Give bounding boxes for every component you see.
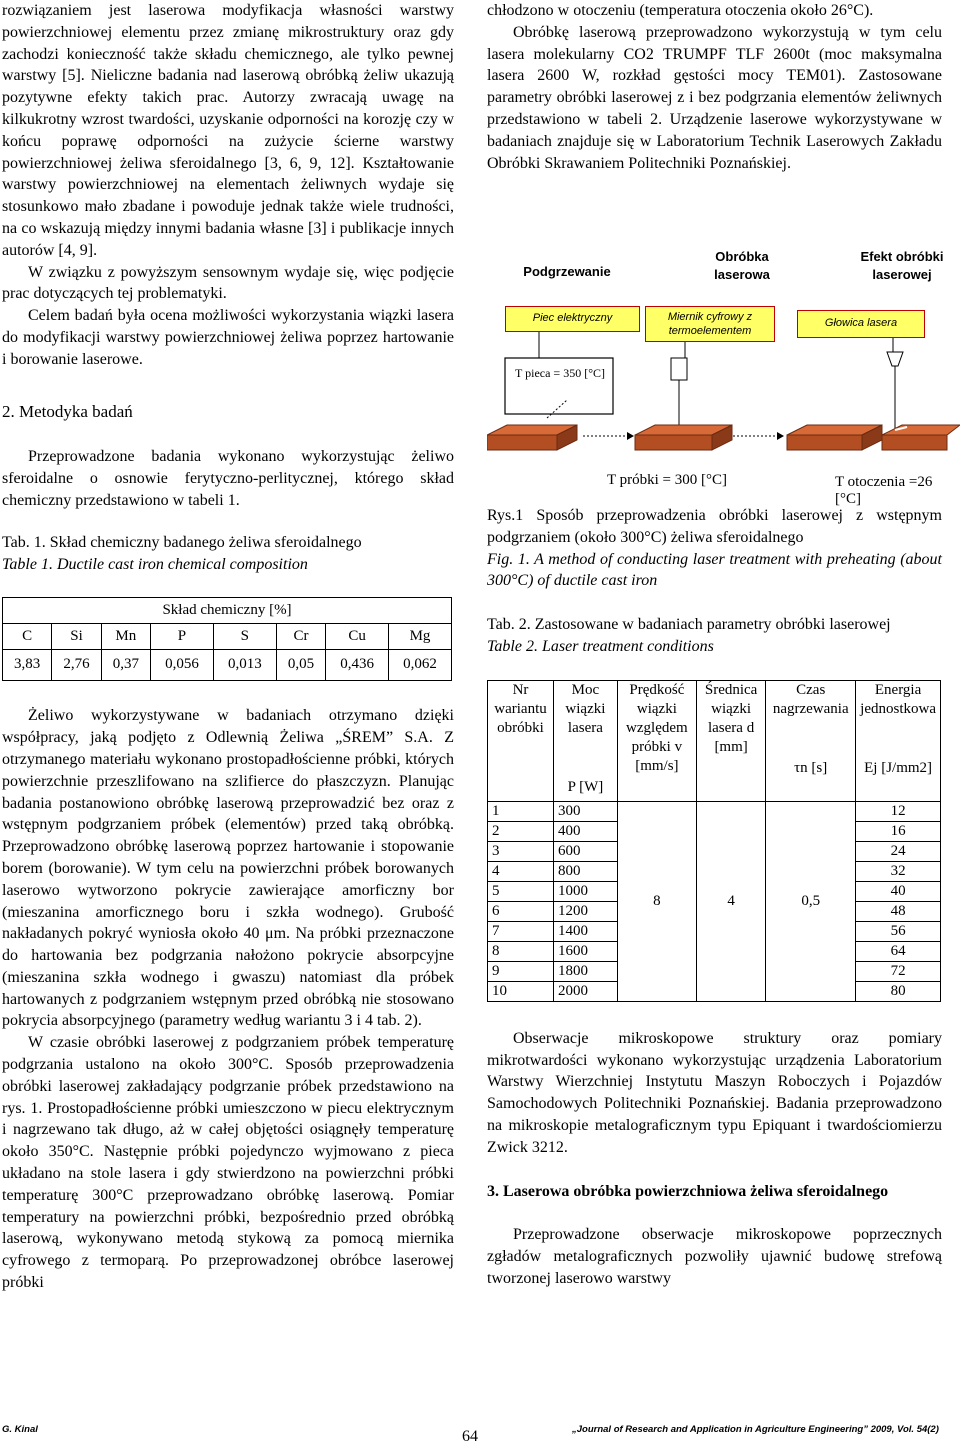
table-cell: 0,056	[150, 650, 213, 681]
furnace-temperature: T pieca = 350 [°C]	[515, 366, 605, 380]
right-column-top	[487, 0, 942, 174]
thermometer-box: Miernik cyfrowy z termoelementem	[645, 306, 775, 342]
paragraph: Przeprowadzone badania wykonano wykorzystując żeliwo sferoidalne o osnowie ferytyczno-perlitycznej, którego skład chemiczny przedstawiono w tabeli 1.	[2, 448, 454, 509]
table-cell: 16	[856, 821, 941, 841]
table-caption-en: Table 1. Ductile cast iron chemical composition	[2, 555, 308, 573]
table-header	[696, 680, 765, 801]
table-cell: 2,76	[52, 650, 101, 681]
table-cell: 12	[856, 801, 941, 821]
table-cell: 5	[488, 881, 554, 901]
specimen-block-1-icon	[487, 425, 577, 450]
table-cell: 7	[488, 921, 554, 941]
page-number: 64	[462, 1428, 478, 1445]
paragraph: rozwiązaniem jest laserowa modyfikacja własności warstwy powierzchniowej elementu przez zmianę mikrostruktury oraz gdy zachodzi konieczność także składu chemicznego, ale tylko pewnej warstwy [5]. Nieliczne badania nad laserową obróbką żeliw ukazują pozytywne efekty takich prac. Autorzy zwracają uwagę na kilkukrotny wzrost twardości, uzyskanie odporności na korozję czy w końcu poprawę odporności na zużycie ścierne warstwy powierzchniowej żeliwa sferoidalnego [3, 6, 9, 12]. Kształtowanie warstwy powierzchniowej na elementach żeliwnych wydaje się stosunkowo mało zbadane i powoduje jednak także wiele trudności, na co wskazują między innymi badania własne [3] i publikacje innych autorów [4, 9].	[2, 2, 454, 259]
table-cell: 48	[856, 901, 941, 921]
table-cell: 400	[554, 821, 618, 841]
table-cell: 1800	[554, 961, 618, 981]
figure-caption: Rys.1 Sposób przeprowadzenia obróbki laserowej z wstępnym podgrzaniem (około 300°C) żeliwa sferoidalnego	[487, 507, 942, 546]
specimen-block-3-icon	[787, 425, 882, 450]
diagram-label-heating: Podgrzewanie	[523, 264, 611, 279]
table-cell: 0,37	[101, 650, 150, 681]
table-header-text: Prędkość wiązki względem próbki v [mm/s]	[626, 681, 688, 774]
table-cell: P	[150, 624, 213, 650]
section-heading: 3. Laserowa obróbka powierzchniowa żeliwa sferoidalnego	[487, 1182, 889, 1200]
table-caption: Tab. 2. Zastosowane w badaniach parametry obróbki laserowej	[487, 616, 891, 634]
table-cell: S	[213, 624, 276, 650]
table-header	[766, 680, 856, 801]
table-cell: Cr	[276, 624, 325, 650]
table-cell: 0,05	[276, 650, 325, 681]
table-cell: 0,436	[326, 650, 389, 681]
table-cell: 300	[554, 801, 618, 821]
specimen-block-4-icon	[882, 425, 960, 450]
table-cell: Mn	[101, 624, 150, 650]
footer-journal: „Journal of Research and Application in Agriculture Engineering” 2009, Vol. 54(2)	[572, 1424, 939, 1435]
table-header	[554, 680, 618, 801]
table-unit: Ej [J/mm2]	[864, 759, 933, 776]
laser-nozzle-icon	[887, 352, 903, 366]
table-unit: P [W]	[567, 778, 604, 795]
table-cell: 80	[856, 981, 941, 1001]
paragraph: Celem badań była ocena możliwości wykorzystania wiązki lasera do modyfikacji warstwy powierzchniowej żeliwa poprzez hartowanie i borowanie laserowe.	[2, 307, 454, 368]
table-cell: 0,013	[213, 650, 276, 681]
table-cell: 8	[617, 801, 696, 1001]
table-unit: τn [s]	[794, 759, 828, 776]
table-cell: 6	[488, 901, 554, 921]
table-header	[617, 680, 696, 801]
table-cell: 40	[856, 881, 941, 901]
table-header-text: Nr wariantu obróbki	[494, 681, 547, 736]
table-header: Skład chemiczny [%]	[3, 598, 452, 624]
laser-head-box: Głowica lasera	[797, 310, 925, 338]
table-cell: C	[3, 624, 52, 650]
table-cell: 2	[488, 821, 554, 841]
ambient-temperature: T otoczenia =26 [°C]	[835, 474, 933, 507]
table-header-text: Energia jednostkowa	[860, 681, 936, 717]
specimen-temperature: T próbki = 300 [°C]	[607, 472, 728, 488]
right-column-bottom	[487, 505, 942, 1290]
paragraph: Obróbkę laserową przeprowadzono wykorzystują w tym celu lasera molekularny CO2 TRUMPF TLF 2600t (moc maksymalna lasera 2600 W, rozkład gęstości mocy TEM01). Zastosowane parametry obróbki laserowej z i bez podgrzania elementów żeliwnych przedstawiono w tabeli 2. Urządzenie laserowe wykorzystywane w badaniach znajduje się w Laboratorium Technik Laserowych Zakładu Obróbki Skrawaniem Politechniki Poznańskiej.	[487, 23, 942, 172]
paragraph: Przeprowadzone obserwacje mikroskopowe poprzecznych zgładów metalograficznych pozwoliły ujawnić budowę strefową tworzonej laserowo warstwy	[487, 1226, 942, 1287]
table-cell: 0,062	[389, 650, 452, 681]
table-cell: 1000	[554, 881, 618, 901]
diagram-label-effect: Efekt obróbki laserowej	[860, 249, 944, 282]
laser-parameters-table	[487, 680, 941, 1002]
table-cell: 1400	[554, 921, 618, 941]
table-caption-en: Table 2. Laser treatment conditions	[487, 637, 714, 655]
table-cell: 3,83	[3, 650, 52, 681]
table-cell: 9	[488, 961, 554, 981]
table-cell: Cu	[326, 624, 389, 650]
paragraph: chłodzono w otoczeniu (temperatura otoczenia około 26°C).	[487, 2, 874, 19]
section-heading: 2. Metodyka badań	[2, 401, 133, 421]
figure-caption-en: Fig. 1. A method of conducting laser treatment with preheating (about 300°C) of ductile cast iron	[487, 550, 942, 590]
paragraph: Żeliwo wykorzystywane w badaniach otrzymano dzięki współpracy, jaką podjęto z Odlewnią Żeliwa „ŚREM” S.A. Z otrzymanego materiału wykonano prostopadłościenne próbki, których powierzchnie przeszlifowano na szlifierce do płaszczyzn. Planując badania postanowiono obróbkę laserową przeprowadzić bez oraz z wstępnym podgrzaniem próbek (elementów) przed taką obróbką. Przeprowadzono obróbkę laserową poprzez hartowanie i stopowanie borem (borowanie). W tym celu na powierzchni próbek borowanych laserowo wytworzono pokrycie zawierające amorficzny bor (mieszanina amorficznego boru i szkła wodnego). Grubość nakładanych pokryć wyniosła około 40 μm. Na próbki przeznaczone do hartowania bez podgrzania nałożono pokrycie absorpcyjne (mieszanina szkła wodnego i gwaszu) natomiast dla próbek hartowanych z podgrzaniem wstępnym przed obróbką nie stosowano pokrycia absorpcyjnego (parametry według wariantu 3 i 4 tab. 2).	[2, 707, 454, 1030]
table-cell: 4	[696, 801, 765, 1001]
table-cell: 72	[856, 961, 941, 981]
table-cell: 1600	[554, 941, 618, 961]
paragraph: Obserwacje mikroskopowe struktury oraz pomiary mikrotwardości wykonano wykorzystując urządzenia Laboratorium Warstwy Wierzchniej Instytutu Maszyn Roboczych i Pojazdów Samochodowych Politechniki Poznańskiej. Badania przeprowadzono na mikroskopie metalograficznym typu Epiquant i twardościomierzu Zwick 3212.	[487, 1029, 942, 1156]
table-header	[488, 680, 554, 801]
footer-author: G. Kinal	[2, 1424, 38, 1435]
table-cell: 1	[488, 801, 554, 821]
table-header-text: Czas nagrzewania	[772, 681, 849, 717]
table-cell: 2000	[554, 981, 618, 1001]
table-header	[856, 680, 941, 801]
table-cell: 32	[856, 861, 941, 881]
left-column	[2, 0, 454, 1294]
paragraph: W związku z powyższym sensownym wydaje się, więc podjęcie prac dotyczących tej problematyki.	[2, 263, 454, 303]
table-cell: 24	[856, 841, 941, 861]
table-cell: 800	[554, 861, 618, 881]
table-cell: 8	[488, 941, 554, 961]
chemical-composition-table	[2, 597, 452, 681]
table-header-text: Średnica wiązki lasera d [mm]	[704, 681, 758, 755]
table-header-text: Moc wiązki lasera	[565, 681, 606, 736]
table-cell: 10	[488, 981, 554, 1001]
table-cell: 0,5	[766, 801, 856, 1001]
table-cell: 56	[856, 921, 941, 941]
table-cell: Mg	[389, 624, 452, 650]
table-cell: 600	[554, 841, 618, 861]
furnace-box: Piec elektryczny	[505, 306, 640, 332]
table-caption: Tab. 1. Skład chemiczny badanego żeliwa sferoidalnego	[2, 533, 362, 551]
diagram-label-laser-treatment: Obróbka laserowa	[714, 249, 770, 282]
thermometer-icon	[671, 358, 687, 380]
specimen-block-2-icon	[635, 425, 732, 450]
table-cell: 4	[488, 861, 554, 881]
table-cell: 64	[856, 941, 941, 961]
table-cell: 3	[488, 841, 554, 861]
figure-1-diagram	[487, 240, 960, 507]
paragraph: W czasie obróbki laserowej z podgrzaniem próbek temperaturę podgrzania ustalono na około 300°C. Sposób przeprowadzenia obróbki laserowej zakładający podgrzanie próbek przedstawiono na rys. 1. Prostopadłościenne próbki umieszczono w piecu elektrycznym i nagrzewano tak długo, aż w całej objętości osiągnęły temperaturę około 350°C. Następnie próbki pojedynczo wyjmowano z pieca układano na stole lasera i gdy stwierdzono na powierzchni próbki temperaturę 300°C przeprowadzano obróbkę laserową. Pomiar temperatury na powierzchni próbki, bezpośrednio przed obróbką laserową, wykonywano metodą stykową za pomocą miernika cyfrowego z termoparą. Po przeprowadzonej obróbce laserowej próbki	[2, 1034, 454, 1292]
table-cell: 1200	[554, 901, 618, 921]
table-cell: Si	[52, 624, 101, 650]
